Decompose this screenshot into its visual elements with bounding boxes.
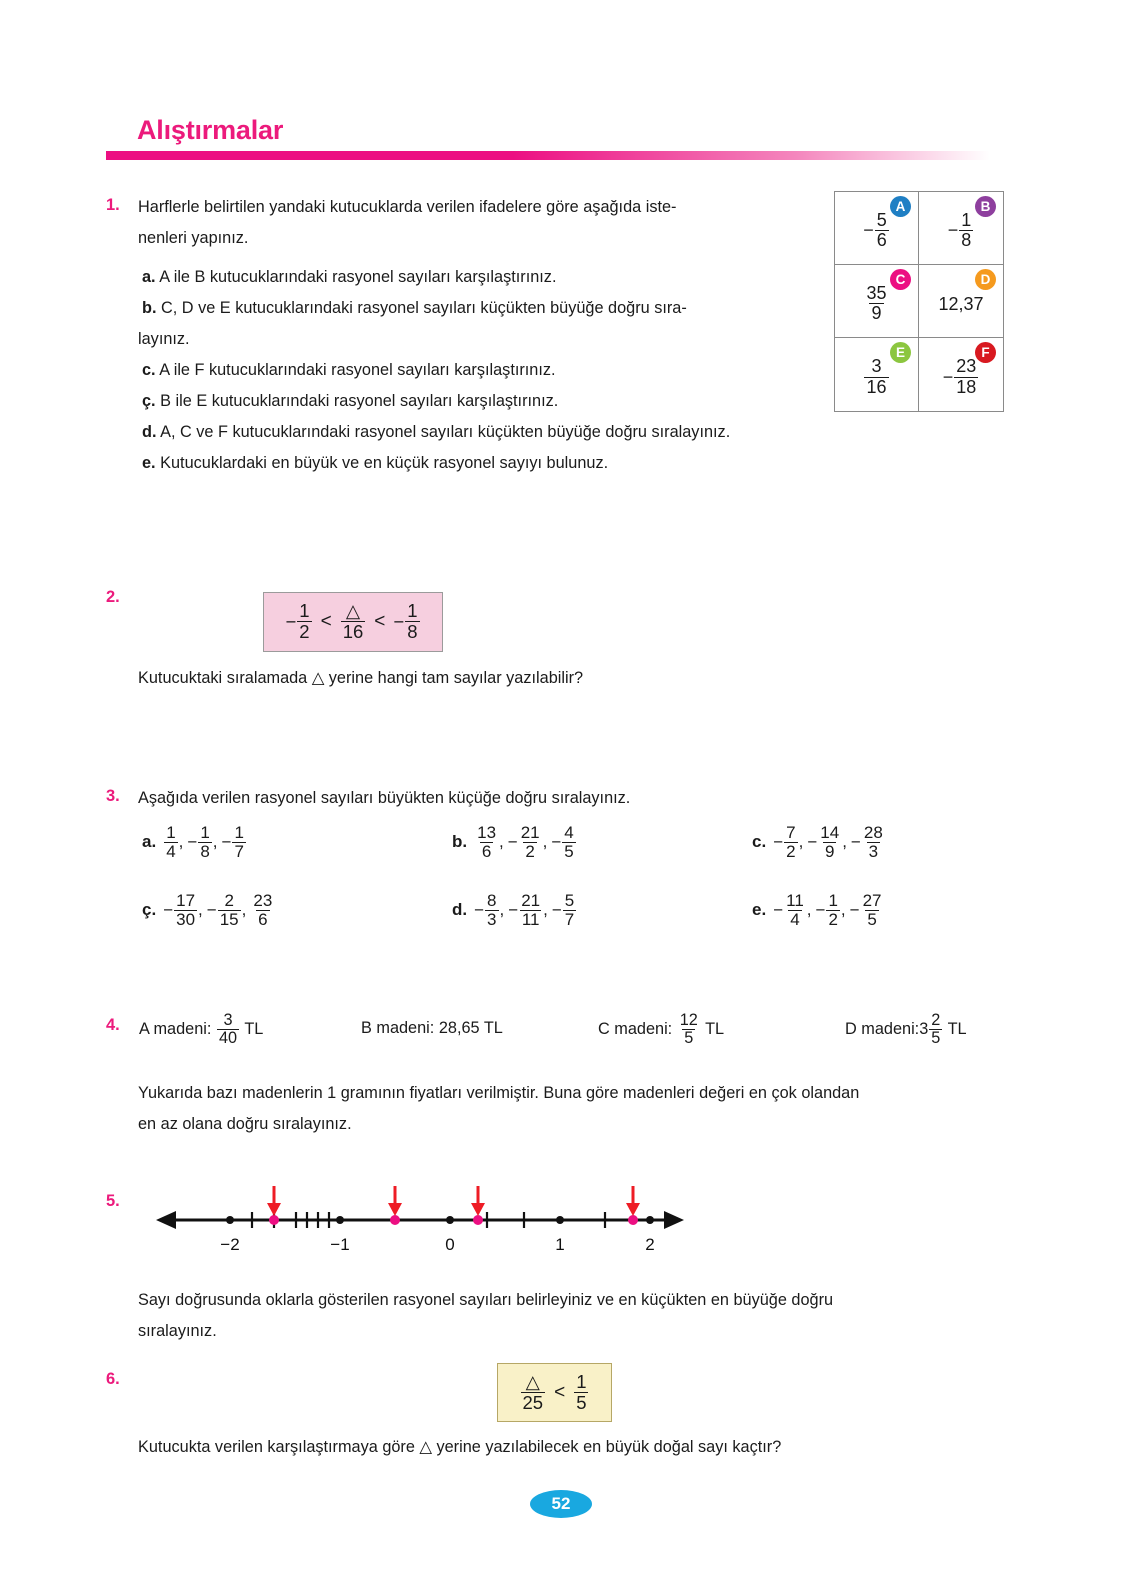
q3b-t0-den: 6 xyxy=(481,841,492,861)
badge-d-icon: D xyxy=(975,269,996,290)
num-b: 1 xyxy=(961,209,972,230)
q3e-t1-den: 2 xyxy=(828,909,838,929)
q2-right-num: 1 xyxy=(407,600,418,622)
page-title: Alıştırmalar xyxy=(137,115,284,145)
question-6-number: 6. xyxy=(106,1370,120,1388)
num-a: 5 xyxy=(876,209,887,230)
value-d: 12,37 xyxy=(938,293,984,314)
q3cc-t2-num: 23 xyxy=(253,890,273,910)
q3b-t1-sign: − xyxy=(507,832,518,852)
q3-label-d: d. xyxy=(452,900,468,919)
q2-left-sign: − xyxy=(285,611,297,632)
axis-label-1: 1 xyxy=(555,1235,565,1254)
q4-b-value: 28,65 xyxy=(438,1019,480,1037)
q4-c-name: C madeni: xyxy=(598,1020,673,1039)
number-line-diagram xyxy=(150,1178,690,1273)
letter-box-f xyxy=(919,338,1003,411)
item-label-c: c. xyxy=(142,361,156,379)
q4-d-den: 5 xyxy=(931,1028,941,1047)
q3c-t0-sign: − xyxy=(773,832,784,852)
marked-point-2 xyxy=(390,1215,400,1225)
question-1-item-b xyxy=(142,293,892,324)
header-rule xyxy=(106,151,990,160)
value-e xyxy=(863,358,889,397)
question-5-number: 5. xyxy=(106,1192,120,1210)
q5-prompt-line1: Sayı doğrusunda oklarla gösterilen rasyonel sayıları belirleyiniz ve en küçükten en büyüğe doğru xyxy=(138,1291,834,1309)
arrow-head-3-icon xyxy=(471,1203,485,1216)
question-2-expression-box xyxy=(263,592,443,652)
question-1-items xyxy=(138,262,892,479)
sign-a: − xyxy=(863,220,874,241)
q3a-t1-num: 1 xyxy=(200,822,210,842)
q3cc-t1-sign: − xyxy=(206,900,217,920)
q3-label-b: b. xyxy=(452,832,468,851)
q3b-t1-den: 2 xyxy=(525,841,535,861)
q4-c-num: 12 xyxy=(679,1010,698,1029)
question-1-number: 1. xyxy=(106,196,120,214)
q3c-t2-num: 28 xyxy=(863,822,883,842)
page-number-badge: 52 xyxy=(530,1490,592,1518)
q2-mid-den: 16 xyxy=(342,621,364,642)
q3cc-t0-den: 30 xyxy=(176,909,196,929)
item-text-e: Kutucuklardaki en büyük ve en küçük rasyonel sayıyı bulunuz. xyxy=(160,454,609,472)
q4-c-unit: TL xyxy=(705,1020,725,1039)
question-3-row-e: e. − $\frac{11}{4}$ , − $\frac{1}{2}$ , − $\frac{27}{5}$ xyxy=(752,890,882,929)
q2-op1: < xyxy=(320,611,332,632)
q3b-t0-num: 13 xyxy=(477,822,497,842)
q4-d-unit: TL xyxy=(947,1020,967,1039)
q3-label-c: c. xyxy=(752,832,767,851)
question-3-number: 3. xyxy=(106,787,120,805)
q3c-t2-den: 3 xyxy=(868,841,879,861)
q6-left-num: △ xyxy=(525,1370,540,1392)
question-1-item-b-cont xyxy=(138,324,892,355)
value-c xyxy=(863,284,889,323)
q4-d-num: 2 xyxy=(931,1010,941,1029)
q4-a-name: A madeni: xyxy=(139,1020,212,1039)
q4-item-c xyxy=(598,1012,724,1048)
q3b-t2-sign: − xyxy=(551,832,562,852)
badge-e-icon: E xyxy=(890,342,911,363)
q4-b-name: B madeni: xyxy=(361,1019,435,1037)
q2-mid-num: △ xyxy=(345,600,361,622)
num-f: 23 xyxy=(956,356,977,377)
q3a-t1-den: 8 xyxy=(200,841,210,861)
q3a-t2-num: 1 xyxy=(234,822,244,842)
item-text-cc: B ile E kutucuklarındaki rasyonel sayıları karşılaştırınız. xyxy=(160,392,559,410)
question-4-prompt xyxy=(138,1078,1008,1140)
arrow-head-1-icon xyxy=(267,1203,281,1216)
axis-label-0: 0 xyxy=(445,1235,455,1254)
q3-label-a: a. xyxy=(142,832,157,851)
badge-a-icon: A xyxy=(890,196,911,217)
question-3-prompt: Aşağıda verilen rasyonel sayıları büyükten küçüğe doğru sıralayınız. xyxy=(138,789,631,807)
axis-arrow-left-icon xyxy=(156,1211,176,1229)
q3cc-t2-den: 6 xyxy=(258,909,268,929)
value-a xyxy=(863,211,890,250)
q3d-t1-sign: − xyxy=(508,900,519,920)
axis-arrow-right-icon xyxy=(664,1211,684,1229)
q3-label-e: e. xyxy=(752,900,767,919)
q2-op2: < xyxy=(374,611,386,632)
question-6-expression-box xyxy=(497,1363,612,1422)
q3cc-t0-sign: − xyxy=(163,900,174,920)
q3e-t1-num: 1 xyxy=(828,890,838,910)
q3c-t1-den: 9 xyxy=(824,841,835,861)
item-label-e: e. xyxy=(142,454,156,472)
item-text-d: A, C ve F kutucuklarındaki rasyonel sayıları küçükten büyüğe doğru sıralayınız. xyxy=(160,423,731,441)
marked-point-3 xyxy=(473,1215,483,1225)
q3cc-t0-num: 17 xyxy=(176,890,196,910)
q3a-t2-sign: − xyxy=(221,832,232,852)
q3d-t1-den: 11 xyxy=(521,909,540,929)
question-3-row-b: b. $\frac{13}{6}$ , − $\frac{21}{2}$ , − $\frac{4}{5}$ xyxy=(452,822,574,861)
question-2-number: 2. xyxy=(106,588,120,606)
q3d-t1-num: 21 xyxy=(521,890,541,910)
q4-prompt-line2: en az olana doğru sıralayınız. xyxy=(138,1115,352,1133)
den-a: 6 xyxy=(876,230,887,250)
den-e: 16 xyxy=(866,376,887,397)
tick-dot-0 xyxy=(446,1216,454,1224)
question-1-intro-line2: nenleri yapınız. xyxy=(138,229,249,247)
item-label-a: a. xyxy=(142,268,156,286)
q3d-t0-num: 8 xyxy=(487,890,497,910)
q3b-t2-num: 4 xyxy=(564,822,574,842)
item-label-cc: ç. xyxy=(142,392,156,410)
q4-item-d xyxy=(845,1012,967,1048)
item-text-b-cont: layınız. xyxy=(138,330,190,348)
question-1-item-c xyxy=(142,355,892,386)
arrow-head-2-icon xyxy=(388,1203,402,1216)
question-1-item-a xyxy=(142,262,892,293)
q6-right-num: 1 xyxy=(576,1370,587,1392)
question-1-item-cc xyxy=(142,386,892,417)
den-b: 8 xyxy=(961,230,972,250)
letter-box-c xyxy=(835,265,919,338)
axis-label-2: 2 xyxy=(645,1235,655,1254)
q4-d-name: D madeni: xyxy=(845,1020,920,1039)
number-line-svg xyxy=(150,1178,690,1273)
q3e-t1-sign: − xyxy=(815,900,826,920)
q2-left-den: 2 xyxy=(299,621,310,642)
q3cc-t1-num: 2 xyxy=(224,890,234,910)
question-3-row-cc: ç. − $\frac{17}{30}$ , − $\frac{2}{15}$ , $\frac{23}{6}$ xyxy=(142,890,273,929)
den-f: 18 xyxy=(956,376,977,397)
q4-item-a xyxy=(139,1012,263,1048)
q3b-t1-num: 21 xyxy=(520,822,540,842)
letter-box-e xyxy=(835,338,919,411)
question-3-row-c: c. − $\frac{7}{2}$ , − $\frac{14}{9}$ , − $\frac{28}{3}$ xyxy=(752,822,883,861)
q3cc-t1-den: 15 xyxy=(219,909,239,929)
q3e-t2-sign: − xyxy=(849,900,860,920)
tick-dot-1 xyxy=(556,1216,564,1224)
letter-box-a xyxy=(835,192,919,265)
sign-f: − xyxy=(942,367,954,387)
marked-point-1 xyxy=(269,1215,279,1225)
item-text-b: C, D ve E kutucuklarındaki rasyonel sayıları küçükten büyüğe doğru sıra- xyxy=(161,299,687,317)
question-3-row-d: d. − $\frac{8}{3}$ , − $\frac{21}{11}$ , − $\frac{5}{7}$ xyxy=(452,890,575,929)
q3d-t2-den: 7 xyxy=(564,909,575,929)
q4-b-unit: TL xyxy=(483,1019,503,1037)
q3e-t0-den: 4 xyxy=(790,909,800,929)
item-text-a: A ile B kutucuklarındaki rasyonel sayıları karşılaştırınız. xyxy=(159,268,557,286)
question-1-intro-line1: Harflerle belirtilen yandaki kutucuklarda verilen ifadelere göre aşağıda iste- xyxy=(138,198,677,216)
tick-dot--1 xyxy=(336,1216,344,1224)
item-label-b: b. xyxy=(142,299,157,317)
letter-box-b xyxy=(919,192,1003,265)
q3e-t2-num: 27 xyxy=(862,890,882,910)
value-f xyxy=(943,358,980,397)
q3c-t2-sign: − xyxy=(850,832,861,852)
axis-label--2: −2 xyxy=(220,1235,240,1254)
value-b xyxy=(948,211,975,250)
axis-label--1: −1 xyxy=(330,1235,350,1254)
q2-right-den: 8 xyxy=(407,621,418,642)
num-c: 35 xyxy=(866,282,887,303)
num-e: 3 xyxy=(871,356,882,377)
q6-left-den: 25 xyxy=(522,1391,544,1413)
den-c: 9 xyxy=(871,303,882,323)
item-label-d: d. xyxy=(142,423,157,441)
question-3-row-a: a. $\frac{1}{4}$ , − $\frac{1}{8}$ , − $\frac{1}{7}$ xyxy=(142,822,244,861)
q3b-t2-den: 5 xyxy=(564,841,574,861)
badge-c-icon: C xyxy=(890,269,911,290)
q3c-t0-den: 2 xyxy=(786,841,796,861)
q4-prompt-line1: Yukarıda bazı madenlerin 1 gramının fiyatları verilmiştir. Buna göre madenleri değeri en çok olandan xyxy=(138,1084,860,1102)
item-text-c: A ile F kutucuklarındaki rasyonel sayıları karşılaştırınız. xyxy=(159,361,556,379)
tick-dot-2 xyxy=(646,1216,654,1224)
q3d-t2-sign: − xyxy=(551,900,562,920)
q3a-t2-den: 7 xyxy=(234,841,244,861)
question-1-item-e xyxy=(142,448,892,479)
tick-dot--2 xyxy=(226,1216,234,1224)
q4-c-den: 5 xyxy=(684,1028,694,1047)
q3a-t1-sign: − xyxy=(187,832,198,852)
q3a-t0-num: 1 xyxy=(166,822,176,842)
q3e-t2-den: 5 xyxy=(867,909,877,929)
lettered-boxes-grid xyxy=(834,191,1004,412)
q2-right-sign: − xyxy=(393,611,405,632)
q6-op: < xyxy=(554,1381,566,1403)
question-6-prompt: Kutucukta verilen karşılaştırmaya göre △ yerine yazılabilecek en büyük doğal sayı kaçtır? xyxy=(138,1438,782,1456)
q4-a-unit: TL xyxy=(244,1020,264,1039)
badge-b-icon: B xyxy=(975,196,996,217)
question-2-prompt: Kutucuktaki sıralamada △ yerine hangi tam sayılar yazılabilir? xyxy=(138,669,584,687)
marked-point-4 xyxy=(628,1215,638,1225)
question-5-prompt xyxy=(138,1285,1013,1347)
q3e-t0-num: 11 xyxy=(786,890,804,910)
q3c-t1-sign: − xyxy=(807,832,818,852)
q4-d-whole: 3 xyxy=(919,1020,929,1039)
q4-item-b xyxy=(361,1019,503,1038)
q3e-t0-sign: − xyxy=(773,900,784,920)
q3-label-cc: ç. xyxy=(142,900,157,919)
question-1-intro xyxy=(138,192,828,254)
badge-f-icon: F xyxy=(975,342,996,363)
q4-a-den: 40 xyxy=(218,1028,238,1047)
q3c-t1-num: 14 xyxy=(820,822,840,842)
q6-right-den: 5 xyxy=(576,1391,587,1413)
question-1-item-d xyxy=(142,417,892,448)
q3d-t0-sign: − xyxy=(474,900,485,920)
q4-a-num: 3 xyxy=(223,1010,233,1029)
q3d-t0-den: 3 xyxy=(487,909,497,929)
arrow-head-4-icon xyxy=(626,1203,640,1216)
sign-b: − xyxy=(947,220,959,241)
question-4-number: 4. xyxy=(106,1016,120,1034)
q3c-t0-num: 7 xyxy=(786,822,796,842)
q5-prompt-line2: sıralayınız. xyxy=(138,1322,217,1340)
letter-box-d xyxy=(919,265,1003,338)
q3a-t0-den: 4 xyxy=(166,841,176,861)
q3d-t2-num: 5 xyxy=(564,890,575,910)
q2-left-num: 1 xyxy=(299,600,310,622)
